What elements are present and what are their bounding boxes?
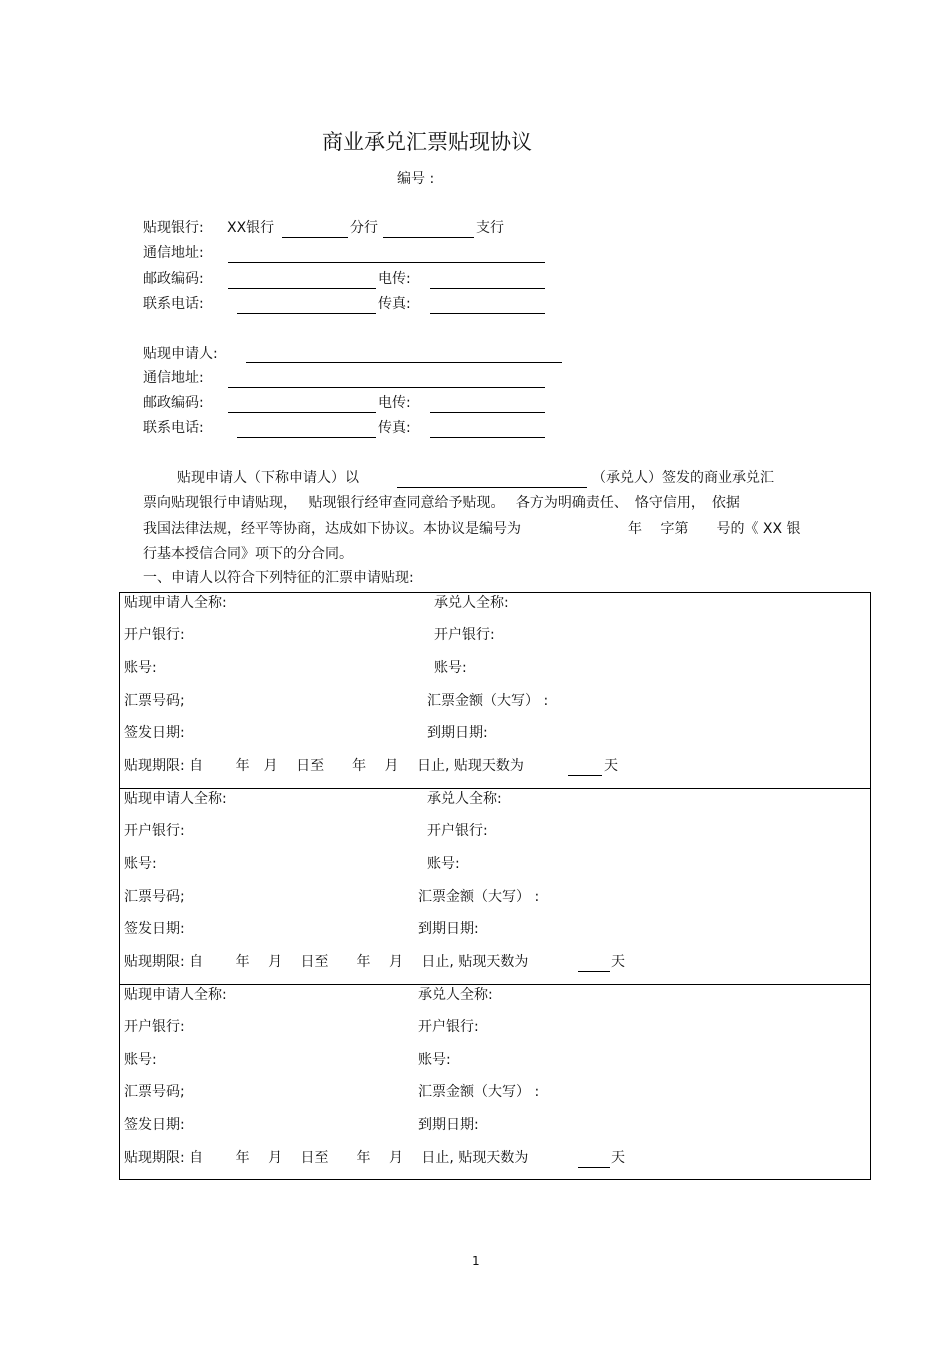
applicant-full-name-label: 贴现申请人全称: (124, 987, 227, 1003)
bank-telegram-label: 电传: (378, 271, 411, 287)
applicant-full-name-label: 贴现申请人全称: (124, 791, 227, 807)
bank-address-label: 通信地址: (143, 245, 204, 261)
bank-postcode-label: 邮政编码: (143, 271, 204, 287)
applicant-postcode-line[interactable] (228, 412, 376, 413)
issue-date-label: 签发日期: (124, 725, 185, 741)
applicant-full-name-label: 贴现申请人全称: (124, 595, 227, 611)
due-date-label: 到期日期: (427, 725, 488, 741)
applicant-fax-line[interactable] (430, 437, 545, 438)
applicant-bank-label: 开户银行: (124, 627, 185, 643)
acceptor-bank-label: 开户银行: (418, 1019, 479, 1035)
intro-line3-b: 年 字第 号的《 XX 银 (628, 521, 801, 537)
bill-block (119, 592, 871, 789)
due-date-label: 到期日期: (418, 921, 479, 937)
applicant-account-label: 账号: (124, 856, 157, 872)
applicant-account-label: 账号: (124, 1052, 157, 1068)
days-unit-label: 天 (611, 954, 625, 970)
applicant-phone-line[interactable] (237, 437, 376, 438)
acceptor-bank-label: 开户银行: (427, 823, 488, 839)
applicant-postcode-label: 邮政编码: (143, 395, 204, 411)
discount-days-line[interactable] (578, 1167, 610, 1168)
doc-number-label: 编号 : (397, 171, 435, 187)
days-unit-label: 天 (611, 1150, 625, 1166)
bank-telegram-line[interactable] (430, 288, 545, 289)
due-date-label: 到期日期: (418, 1117, 479, 1133)
bill-number-label: 汇票号码; (124, 889, 185, 905)
intro-line1-b: （承兑人）签发的商业承兑汇 (592, 470, 774, 486)
bank-phone-line[interactable] (237, 313, 376, 314)
bill-block (119, 984, 871, 1180)
bill-number-label: 汇票号码; (124, 1084, 185, 1100)
bill-block (119, 788, 871, 985)
acceptor-bank-label: 开户银行: (434, 627, 495, 643)
acceptor-input-line[interactable] (397, 487, 587, 488)
acceptor-full-name-label: 承兑人全称: (427, 791, 502, 807)
branch-label: 分行 (350, 220, 378, 236)
applicant-account-label: 账号: (124, 660, 157, 676)
discount-period-label: 贴现期限: 自 年 月 日至 年 月 日止, 贴现天数为 (124, 758, 524, 774)
applicant-telegram-line[interactable] (430, 412, 545, 413)
applicant-phone-label: 联系电话: (143, 420, 204, 436)
intro-line2: 票向贴现银行申请贴现， 贴现银行经审查同意给予贴现。 各方为明确责任、 恪守信用， 依据 (143, 495, 740, 511)
issue-date-label: 签发日期: (124, 921, 185, 937)
bill-number-label: 汇票号码; (124, 693, 185, 709)
bank-name: XX银行 (227, 220, 275, 236)
acceptor-account-label: 账号: (434, 660, 467, 676)
applicant-telegram-label: 电传: (378, 395, 411, 411)
intro-line3-a: 我国法律法规，经平等协商，达成如下协议。本协议是编号为 (143, 521, 521, 537)
section-1-heading: 一、申请人以符合下列特征的汇票申请贴现: (143, 570, 414, 586)
days-unit-label: 天 (604, 758, 618, 774)
applicant-bank-label: 开户银行: (124, 823, 185, 839)
bill-amount-label: 汇票金额（大写） : (418, 1084, 540, 1100)
issue-date-label: 签发日期: (124, 1117, 185, 1133)
applicant-name-line[interactable] (246, 362, 562, 363)
bank-address-line[interactable] (228, 262, 545, 263)
bill-amount-label: 汇票金额（大写） : (418, 889, 540, 905)
bank-postcode-line[interactable] (228, 288, 376, 289)
applicant-bank-label: 开户银行: (124, 1019, 185, 1035)
acceptor-account-label: 账号: (427, 856, 460, 872)
bill-amount-label: 汇票金额（大写） : (427, 693, 549, 709)
bank-phone-label: 联系电话: (143, 296, 204, 312)
applicant-address-label: 通信地址: (143, 370, 204, 386)
discount-period-label: 贴现期限: 自 年 月 日至 年 月 日止, 贴现天数为 (124, 1150, 529, 1166)
discount-days-line[interactable] (578, 971, 610, 972)
applicant-address-line[interactable] (228, 387, 545, 388)
applicant-fax-label: 传真: (378, 420, 411, 436)
discount-period-label: 贴现期限: 自 年 月 日至 年 月 日止, 贴现天数为 (124, 954, 529, 970)
page-title: 商业承兑汇票贴现协议 (322, 130, 532, 154)
acceptor-full-name-label: 承兑人全称: (434, 595, 509, 611)
page-number: 1 (472, 1254, 480, 1268)
acceptor-full-name-label: 承兑人全称: (418, 987, 493, 1003)
discount-days-line[interactable] (568, 775, 602, 776)
bank-label: 贴现银行: (143, 220, 204, 236)
subbranch-label: 支行 (476, 220, 504, 236)
bank-fax-label: 传真: (378, 296, 411, 312)
branch-input-line[interactable] (282, 237, 348, 238)
subbranch-input-line[interactable] (383, 237, 474, 238)
bank-fax-line[interactable] (430, 313, 545, 314)
applicant-label: 贴现申请人: (143, 346, 218, 362)
acceptor-account-label: 账号: (418, 1052, 451, 1068)
intro-line4: 行基本授信合同》项下的分合同。 (143, 546, 353, 562)
intro-line1-a: 贴现申请人（下称申请人）以 (177, 470, 359, 486)
